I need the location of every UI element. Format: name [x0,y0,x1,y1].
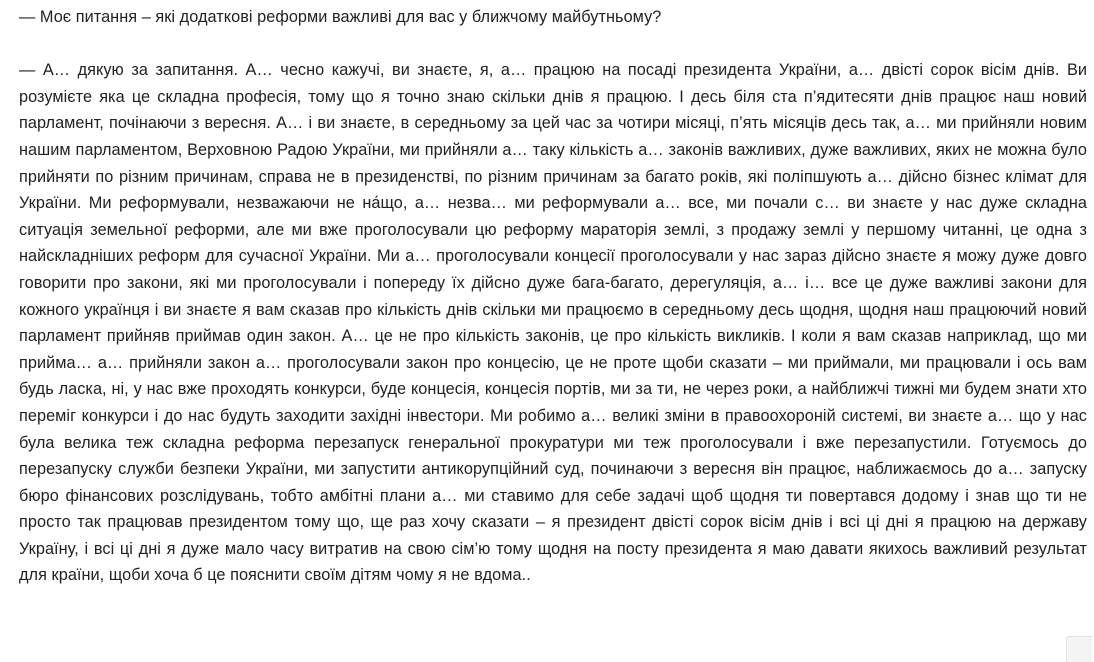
article-body [19,4,1087,589]
interview-question: — Моє питання – які додаткові реформи важливі для вас у ближчому майбутньому? [19,8,662,26]
interview-answer: — А… дякую за запитання. А… чесно кажучі, ви знаєте, я, а… працюю на посаді президента України, а… двісті сорок вісім днів. Ви розумієте яка це складна професія, тому що я точно знаю скільки днів я працюю. І десь біля ста п’ядитесяти днів працює наш новий парламент, почінаючи з вересня. А… і ви знаєте, в середньому за цей час за чотири місяці, п’ять місяців десь так, а… ми прийняли новим нашим парламентом, Верховною Радою України, ми прийняли а… таку кількість а… законів важливих, дуже важливих, яких не можна було прийняти по різним причинам, справа не в президенстві, по різним причинам за багато років, які поліпшують а… дійсно бізнес клімат для України. Ми реформували, незважаючи не на́що, а… незва… ми реформували а… все, ми почали с… ви знаєте у нас дуже складна ситуація земельної реформи, але ми вже проголосували цю реформу мараторія землі, з продажу землі у першому читанні, це одна з найскладніших реформ для сучасної України. Ми а… проголосували концесії проголосували у нас зараз дійсно знаєте я можу дуже довго говорити про закони, які ми проголосували і попереду їх дійсно дуже бага-багато, дерегуляція, а… і… все це дуже важливі закони для кожного українця і ви знаєте я вам сказав про кількість днів скільки ми працюємо в середньому десь щодня, щодня наш працюючий новий парламент прийняв приймав один закон. А… це не про кількість законів, це про кількість викликів. І коли я вам сказав наприклад, що ми прийма… а… прийняли закон а… проголосували закон про концесію, це не проте щоби сказати – ми приймали, ми працювали і ось вам будь ласка, ні, у нас вже проходять конкурси, буде концесія, концесія портів, ми за ти, не через роки, а найближчі тижні ми будем знати хто переміг конкурси і до нас будуть заходити західні інвестори. Ми робимо а… великі зміни в правоохороній системі, ви знаєте а… що у нас була велика теж складна реформа перезапуск генеральної прокуратури ми теж проголосували і вже перезапустили. Готуємось до перезапуску служби безпеки України, ми запустити антикорупційний суд, починаючи з вересня він працює, наближаємось до а… запуску бюро фінансових розслідувань, тобто амбітні плани а… ми ставимо для себе задачі щоб щодня ти повертався додому і знав що ти не просто так працював президентом тому що, ще раз хочу сказати – я президент двісті сорок вісім днів і всі ці дні я працюю на державу Україну, і всі ці дні я дуже мало часу витратив на свою сім’ю тому щодня на посту президента я маю давати якихось важливий результат для країни, щоби хоча б це пояснити своїм дітям чому я не вдома.. [19,61,1087,585]
scroll-corner-widget[interactable] [1066,636,1092,662]
